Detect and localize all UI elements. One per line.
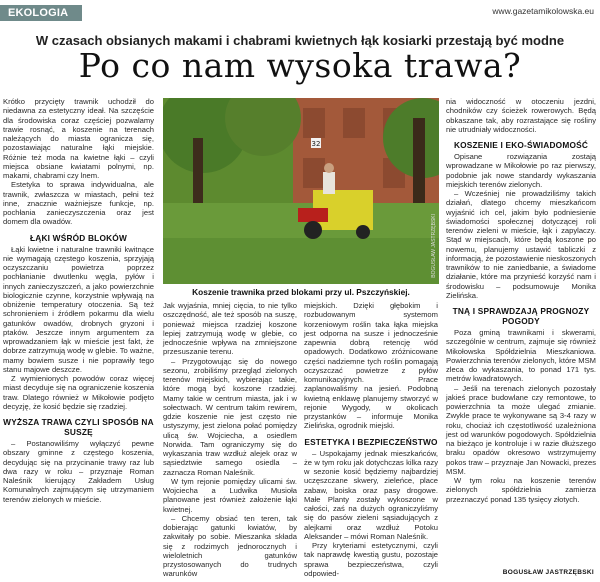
- photo-image: [163, 98, 439, 284]
- paragraph: – Postanowiliśmy wyłączyć pewne obszary gminne z częstego koszenia, decydując się na przycinanie trawy raz lub dwa razy w roku – przyznaje Roman Naleśnik kierujący Zakładem Usług Komunalnych zajmującym się utrzymaniem terenów zielonych w mieście.: [3, 439, 154, 504]
- page-header: [0, 0, 600, 26]
- paragraph: – Chcemy obsiać ten teren, tak dobierając gatunki kwiatów, by zakwitały po sobie. Mieszanka składa się z rodzimych jednorocznych i wieloletnich gatunków przystosowanych do trudnych warunków: [163, 513, 297, 579]
- subheading: TNĄ I SPRAWDZAJĄ PROGNOZY POGODY: [452, 306, 590, 326]
- paragraph: W tym roku na koszenie terenów zielonych spółdzielnia zamierza przeznaczyć ponad 135 tysięcy złotych.: [446, 476, 596, 504]
- paragraph: nia widoczność w otoczeniu jezdni, chodników czy ścieżek rowerowych. Będą obkaszane tak, aby rozrastające się rośliny nie utrudniały widoczności.: [446, 97, 596, 134]
- paragraph: Krótko przycięty trawnik uchodził do niedawna za estetyczny ideał. Na szczęście dla środowiska coraz częściej pozwalamy trawie rosnąć, a koszenie na terenach należących do miasta ogranicza się, pozostawiając naturalne łąki miejskie. Różnie też moda na kwietne łąki – czyli miejsca obsiane kwiatami polnymi, np. makami, chabrami czy lnem.: [3, 97, 154, 180]
- section-label: EKOLOGIA: [0, 5, 82, 21]
- paragraph: Z wymienionych powodów coraz więcej miast decyduje się na ograniczenie koszenia traw. Dlatego również w Mikołowie podjęto decyzję, że kosić będzie się rzadziej.: [3, 374, 154, 411]
- paragraph: Opisane rozwiązania zostają wprowadzane w Mikołowie po raz pierwszy, podobnie jak nowe standardy wykaszania miejskich terenów zielonych.: [446, 152, 596, 189]
- text-column-3: [304, 301, 438, 578]
- article-photo: [163, 98, 439, 284]
- text-column-4: [446, 97, 596, 504]
- text-column-2: [163, 301, 297, 579]
- paragraph: – Uspokajamy jednak mieszkańców, że w tym roku jak dotychczas kilka razy w sezonie kosić będziemy najbardziej uczęszczane skwery, zieleńce, place zabaw, boiska oraz pasy drogowe. Małe Planty zostały wykoszone w całości, zaś na dużych ograniczyliśmy się do pasów zieleni sąsiadujących z alejkami oraz wzdłuż Potoku Aleksander – mówi Roman Naleśnik.: [304, 448, 438, 541]
- paragraph: Przy kryteriami estetycznymi, czyli tak naprawdę kwestią gustu, pozostaje sprawa bezpieczeństwa, czyli odpowied-: [304, 541, 438, 578]
- author-byline: BOGUSŁAW JASTRZĘBSKI: [502, 569, 594, 576]
- site-url[interactable]: www.gazetamikolowska.eu: [492, 6, 594, 16]
- article-headline: Po co nam wysoka trawa?: [78, 46, 522, 85]
- paragraph: W tym rejonie pomiędzy ulicami św. Wojciecha a Ludwika Musioła planowane jest również założenie łąki kwietnej.: [163, 476, 297, 514]
- paragraph: – Wcześniej nie prowadziliśmy takich działań, dlatego chcemy mieszkańcom wyjaśnić ich cel, jakim było podniesienie świadomości społecznej dotyczącej roli terenów zieleni w mieście, łąk i zapylaczy. Stąd w miejscach, które będą koszone po nowemu, planujemy ustawić tabliczki z informacją, że pozostawienie nieskoszonych trawników to nie zaniedbanie, a świadome działanie, które ma przynieść korzyść nam i środowisku – podsumowuje Monika Zielińska.: [446, 189, 596, 300]
- photo-caption: Koszenie trawnika przed blokami przy ul. Pszczyńskiej.: [192, 287, 410, 297]
- paragraph: – Jeśli na terenach zielonych pozostały jakieś prace budowlane czy remontowe, to powierzchnia ta może ulegać zmianie. Zwykle prace te wykonywane są 3-4 razy w roku, chociaż ich częstotliwość uzależniona jest od warunków pogodowych. Spółdzielnia na bieżąco je kontroluje i w razie dłuższego braku opadów okresowo wstrzymujemy pokos traw – przyznaje Jan Nowacki, prezes MSM.: [446, 383, 596, 476]
- subheading: ŁĄKI WŚRÓD BLOKÓW: [30, 232, 127, 243]
- text-column-1: [3, 97, 154, 504]
- paragraph: – Przygotowując się do nowego sezonu, zrobiliśmy przegląd zielonych terenów miejskich, wybierając takie, które mogą być koszone rzadziej. Mamy takie w centrum miasta, jak i w sołectwach. W centrum takim rewirem, gdzie koszenie nie jest często nie ustyszymy, jest zielona połać pomiędzy ulicą św. Wojciecha, a osiedlem Norwida. Tam ograniczymy się do wykaszania traw wzdłuż alejek oraz w sąsiedztwie samego osiedla – zaznacza Roman Naleśnik.: [163, 356, 297, 477]
- paragraph: Estetyka to sprawa indywidualna, ale trawnik, zwłaszcza w miastach, pełni też inne, znacznie ważniejsze funkcje, np. pochłania zanieczyszczenia oraz jest domem dla owadów.: [3, 180, 154, 227]
- photo-credit: BOGUSŁAW JASTRZĘBSKI: [431, 214, 437, 278]
- subheading: WYŻSZA TRAWA CZYLI SPOSÓB NA SUSZĘ: [3, 417, 154, 437]
- building-number: 32: [311, 140, 321, 148]
- paragraph: Poza gminą trawnikami i skwerami, szczególnie w centrum, zajmuje się również Mikołowska Spółdzielnia Mieszkaniowa. Powierzchnia terenów zielonych, które MSM zleca do wykaszania, to ponad 171 tys. metrów kwadratowych.: [446, 328, 596, 384]
- article-kicker: W czasach obsianych makami i chabrami kwietnych łąk kosiarki przestają być modne: [35, 33, 565, 48]
- paragraph: Jak wyjaśnia, mniej cięcia, to nie tylko oszczędność, ale też sposób na suszę, ponieważ miejsca rzadziej koszone lepiej zatrzymują wodę w glebie, co jednocześnie wpływa na zmniejszone przesuszanie terenu.: [163, 301, 297, 357]
- paragraph: Łąki kwietne i naturalne trawniki kwitnące nie wymagają częstego koszenia, sprzyjają oczyszczaniu powietrza poprzez pochłanianie dwutlenku węgla, pyłów i innych zanieczyszczeń, a jako powierzchnie biologicznie czynne, korzystnie wpływają na obniżenie temperatury otoczenia. Są też schronieniem i źródłem pokarmu dla wielu gatunków owadów, drobnych gryzoni i ptaków. Jeszcze innym argumentem za wprowadzaniem łąk w mieście jest fakt, że dobrze zatrzymują wodę w glebie. To ważne, mamy bowiem susze i nie poprawiły tego stanu majowe deszcze.: [3, 244, 154, 374]
- subheading: KOSZENIE I EKO-ŚWIADOMOŚĆ: [453, 140, 589, 150]
- paragraph: miejskich. Dzięki głębokim i rozbudowanym systemom korzeniowym roślin taka łąka miejska jest odporna na susze i jednocześnie zapewnia dobrą retencję wód opadowych. Dodatkowo zróżnicowane części nadziemne tych roślin pomagają oczyszczać powietrze z pyłów komunikacyjnych. Prace zaplanowaliśmy na jesień. Podobną kwietną enklawę planujemy stworzyć w rejonie Wygody, w okolicach przystanków – informuje Monika Zielińska, ogrodnik miejski.: [304, 301, 438, 431]
- subheading: ESTETYKA I BEZPIECZEŃSTWO: [304, 436, 438, 447]
